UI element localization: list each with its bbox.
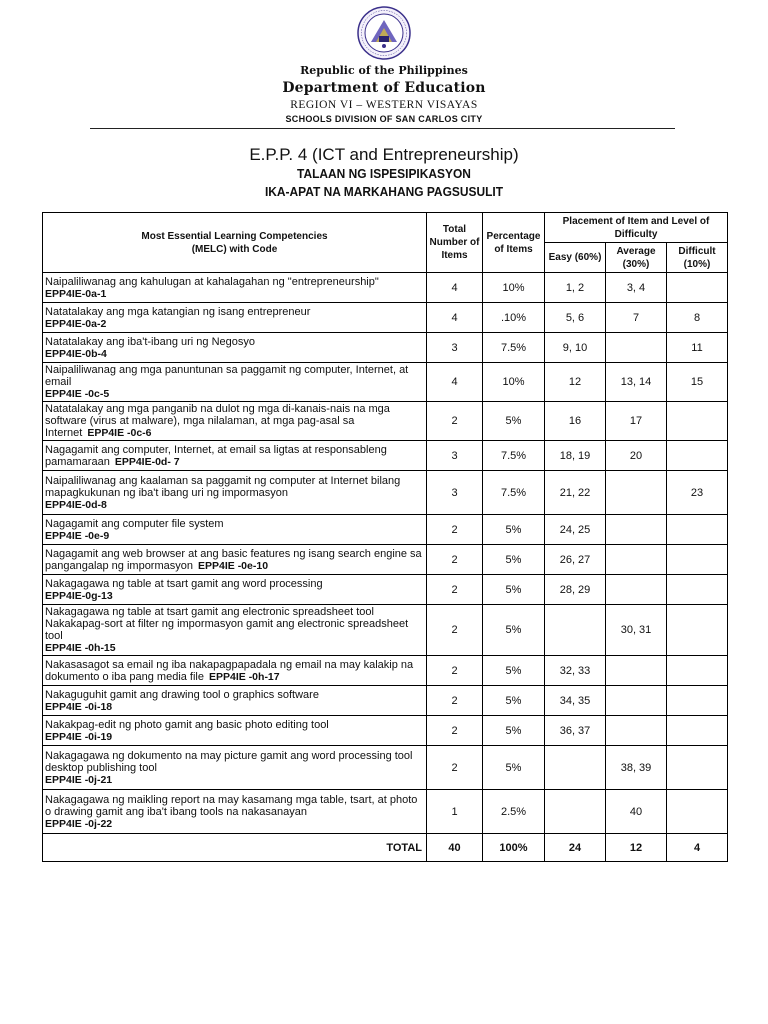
competency-cell — [43, 605, 427, 656]
competency-text: Nakaguguhit gamit ang drawing tool o graphics software — [45, 688, 319, 701]
average-cell: 7 — [606, 303, 667, 333]
difficult-cell — [667, 686, 728, 716]
difficult-cell: 23 — [667, 471, 728, 515]
average-cell — [606, 545, 667, 575]
difficult-cell — [667, 605, 728, 656]
average-cell — [606, 686, 667, 716]
total-items-cell: 2 — [427, 515, 483, 545]
easy-cell: 5, 6 — [545, 303, 606, 333]
competency-cell — [43, 333, 427, 363]
total-items-cell: 4 — [427, 363, 483, 402]
difficult-cell: 11 — [667, 333, 728, 363]
competency-code: EPP4IE -0c-6 — [87, 427, 152, 439]
competency-code: EPP4IE-0g-13 — [45, 589, 113, 602]
competency-text: Naipaliliwanag ang kaalaman sa paggamit ng computer at Internet bilang mapagkukunan ng iba't ibang uri ng impormasyon — [45, 474, 401, 499]
competency-code: EPP4IE-0a-2 — [45, 317, 107, 330]
competency-code: EPP4IE -0h-17 — [209, 670, 280, 683]
easy-cell: 9, 10 — [545, 333, 606, 363]
total-items-sum: 40 — [427, 834, 483, 862]
competency-cell — [43, 273, 427, 303]
competency-text: Natatalakay ang mga panganib na dulot ng mga di-kanais-nais na mga software (virus at malware), mga nilalaman, at mga pag-asal sa Internet — [45, 403, 390, 439]
easy-cell: 1, 2 — [545, 273, 606, 303]
easy-cell: 12 — [545, 363, 606, 402]
competency-code: EPP4IE -0i-18 — [45, 700, 113, 713]
table-row — [43, 273, 728, 303]
competency-cell — [43, 790, 427, 834]
competency-code: EPP4IE -0j-21 — [45, 773, 113, 786]
table-row — [43, 605, 728, 656]
average-cell: 30, 31 — [606, 605, 667, 656]
total-items-cell: 2 — [427, 656, 483, 686]
total-items-cell: 4 — [427, 273, 483, 303]
republic-heading: Republic of the Philippines — [300, 64, 468, 77]
total-items-cell: 2 — [427, 686, 483, 716]
department-heading: Department of Education — [282, 80, 486, 96]
difficult-cell — [667, 746, 728, 790]
placement-header: Placement of Item and Level of Difficulty — [545, 213, 728, 243]
easy-cell: 18, 19 — [545, 441, 606, 471]
percentage-cell: 5% — [483, 402, 545, 441]
difficult-cell — [667, 790, 728, 834]
easy-cell: 36, 37 — [545, 716, 606, 746]
division-heading: SCHOOLS DIVISION OF SAN CARLOS CITY — [285, 114, 483, 124]
easy-header: Easy (60%) — [545, 243, 606, 273]
total-items-cell: 2 — [427, 575, 483, 605]
competency-text: Nakagagawa ng maikling report na may kasamang mga table, tsart, at photo o drawing gamit ang iba't ibang tools na nakasanayan — [45, 793, 418, 818]
melc-header: Most Essential Learning Competencies (MELC) with Code — [43, 213, 427, 273]
competency-cell — [43, 716, 427, 746]
percentage-cell: 10% — [483, 273, 545, 303]
average-header: Average (30%) — [606, 243, 667, 273]
difficult-cell — [667, 441, 728, 471]
competency-code: EPP4IE -0c-5 — [45, 388, 110, 400]
difficult-cell — [667, 273, 728, 303]
average-cell — [606, 716, 667, 746]
competency-cell — [43, 656, 427, 686]
easy-sum: 24 — [545, 834, 606, 862]
average-cell: 40 — [606, 790, 667, 834]
competency-code: EPP4IE-0d- 7 — [114, 455, 180, 468]
competency-text: Nakagagawa ng table at tsart gamit ang word processing — [45, 577, 323, 590]
document-subtitle-1: TALAAN NG ISPESIPIKASYON — [297, 166, 471, 181]
competency-text: Nagagamit ang web browser at ang basic features ng isang search engine sa pangangalap ng impormasyon — [45, 547, 422, 572]
easy-cell: 16 — [545, 402, 606, 441]
competency-cell — [43, 746, 427, 790]
easy-cell: 34, 35 — [545, 686, 606, 716]
header-divider — [90, 128, 675, 129]
competency-cell — [43, 363, 427, 402]
competency-cell — [43, 471, 427, 515]
percentage-cell: 5% — [483, 716, 545, 746]
percentage-cell: 5% — [483, 545, 545, 575]
average-cell: 3, 4 — [606, 273, 667, 303]
total-row — [43, 834, 728, 862]
competency-code: EPP4IE -0e-9 — [45, 529, 110, 542]
difficult-cell — [667, 402, 728, 441]
difficult-sum: 4 — [667, 834, 728, 862]
difficult-cell — [667, 515, 728, 545]
easy-cell: 26, 27 — [545, 545, 606, 575]
average-cell — [606, 333, 667, 363]
difficult-cell — [667, 575, 728, 605]
easy-cell: 28, 29 — [545, 575, 606, 605]
competency-code: EPP4IE -0h-15 — [45, 642, 116, 654]
average-cell: 17 — [606, 402, 667, 441]
average-cell: 38, 39 — [606, 746, 667, 790]
percentage-sum: 100% — [483, 834, 545, 862]
competency-code: EPP4IE -0e-10 — [198, 559, 269, 572]
percentage-cell: .10% — [483, 303, 545, 333]
total-items-header: Total Number of Items — [427, 213, 483, 273]
total-items-cell: 4 — [427, 303, 483, 333]
table-row — [43, 790, 728, 834]
average-cell: 13, 14 — [606, 363, 667, 402]
easy-cell — [545, 605, 606, 656]
percentage-cell: 5% — [483, 656, 545, 686]
difficult-cell — [667, 656, 728, 686]
competency-text: Nakagagawa ng dokumento na may picture gamit ang word processing tool desktop publishing tool — [45, 749, 413, 774]
competency-cell — [43, 303, 427, 333]
percentage-cell: 5% — [483, 575, 545, 605]
competency-text: Nagagamit ang computer file system — [45, 517, 224, 530]
competency-text: Nakagagawa ng table at tsart gamit ang electronic spreadsheet tool Nakakapag-sort at filter ng impormasyon gamit ang electronic spreadsheet tool — [45, 606, 409, 642]
competency-text: Natatalakay ang mga katangian ng isang entrepreneur — [45, 305, 311, 318]
competency-code: EPP4IE-0a-1 — [45, 287, 107, 300]
percentage-cell: 7.5% — [483, 471, 545, 515]
average-cell — [606, 515, 667, 545]
table-row — [43, 363, 728, 402]
average-cell — [606, 575, 667, 605]
competency-cell — [43, 545, 427, 575]
table-row — [43, 515, 728, 545]
competency-cell — [43, 686, 427, 716]
deped-seal-icon — [357, 6, 411, 60]
total-items-cell: 2 — [427, 545, 483, 575]
table-body — [43, 273, 728, 862]
competency-text: Naipaliliwanag ang kahulugan at kahalagahan ng "entrepreneurship" — [45, 275, 379, 288]
percentage-cell: 5% — [483, 686, 545, 716]
table-row — [43, 402, 728, 441]
total-items-cell: 2 — [427, 716, 483, 746]
competency-code: EPP4IE-0d-8 — [45, 498, 107, 511]
total-items-cell: 2 — [427, 746, 483, 790]
difficult-cell: 15 — [667, 363, 728, 402]
easy-cell: 32, 33 — [545, 656, 606, 686]
region-heading: REGION VI – WESTERN VISAYAS — [290, 99, 478, 111]
percentage-cell: 5% — [483, 746, 545, 790]
percentage-cell: 5% — [483, 605, 545, 656]
percentage-cell: 2.5% — [483, 790, 545, 834]
percentage-cell: 5% — [483, 515, 545, 545]
table-row — [43, 333, 728, 363]
document-title: E.P.P. 4 (ICT and Entrepreneurship) — [249, 145, 519, 164]
competency-text: Naipaliliwanag ang mga panuntunan sa paggamit ng computer, Internet, at email — [45, 364, 409, 388]
total-items-cell: 3 — [427, 333, 483, 363]
total-items-cell: 1 — [427, 790, 483, 834]
percentage-cell: 7.5% — [483, 441, 545, 471]
competency-code: EPP4IE -0i-19 — [45, 730, 113, 743]
total-items-cell: 3 — [427, 471, 483, 515]
competency-text: Nakakpag-edit ng photo gamit ang basic photo editing tool — [45, 718, 329, 731]
percentage-header: Percentage of Items — [483, 213, 545, 273]
easy-cell: 24, 25 — [545, 515, 606, 545]
difficult-cell — [667, 545, 728, 575]
table-row — [43, 303, 728, 333]
table-row — [43, 575, 728, 605]
competency-text: Nagagamit ang computer, Internet, at email sa ligtas at responsableng pamamaraan — [45, 443, 387, 468]
difficult-cell: 8 — [667, 303, 728, 333]
table-row — [43, 441, 728, 471]
average-sum: 12 — [606, 834, 667, 862]
total-items-cell: 2 — [427, 402, 483, 441]
total-items-cell: 2 — [427, 605, 483, 656]
total-label: TOTAL — [43, 834, 427, 862]
table-row — [43, 471, 728, 515]
total-items-cell: 3 — [427, 441, 483, 471]
document-subtitle-2: IKA-APAT NA MARKAHANG PAGSUSULIT — [264, 184, 504, 199]
percentage-cell: 10% — [483, 363, 545, 402]
easy-cell: 21, 22 — [545, 471, 606, 515]
easy-cell — [545, 790, 606, 834]
competency-code: EPP4IE-0b-4 — [45, 347, 107, 360]
table-row — [43, 716, 728, 746]
difficult-cell — [667, 716, 728, 746]
table-row — [43, 746, 728, 790]
competency-text: Nakasasagot sa email ng iba nakapagpapadala ng email na may kalakip na dokumento o iba pang media file — [45, 658, 414, 683]
table-row — [43, 545, 728, 575]
table-row — [43, 656, 728, 686]
table-row — [43, 686, 728, 716]
competency-cell — [43, 575, 427, 605]
percentage-cell: 7.5% — [483, 333, 545, 363]
easy-cell — [545, 746, 606, 790]
specification-table — [42, 212, 728, 862]
competency-cell — [43, 441, 427, 471]
competency-text: Natatalakay ang iba't-ibang uri ng Negosyo — [45, 335, 256, 348]
competency-cell — [43, 402, 427, 441]
average-cell — [606, 471, 667, 515]
competency-code: EPP4IE -0j-22 — [45, 817, 113, 830]
competency-cell — [43, 515, 427, 545]
average-cell — [606, 656, 667, 686]
average-cell: 20 — [606, 441, 667, 471]
difficult-header: Difficult (10%) — [667, 243, 728, 273]
